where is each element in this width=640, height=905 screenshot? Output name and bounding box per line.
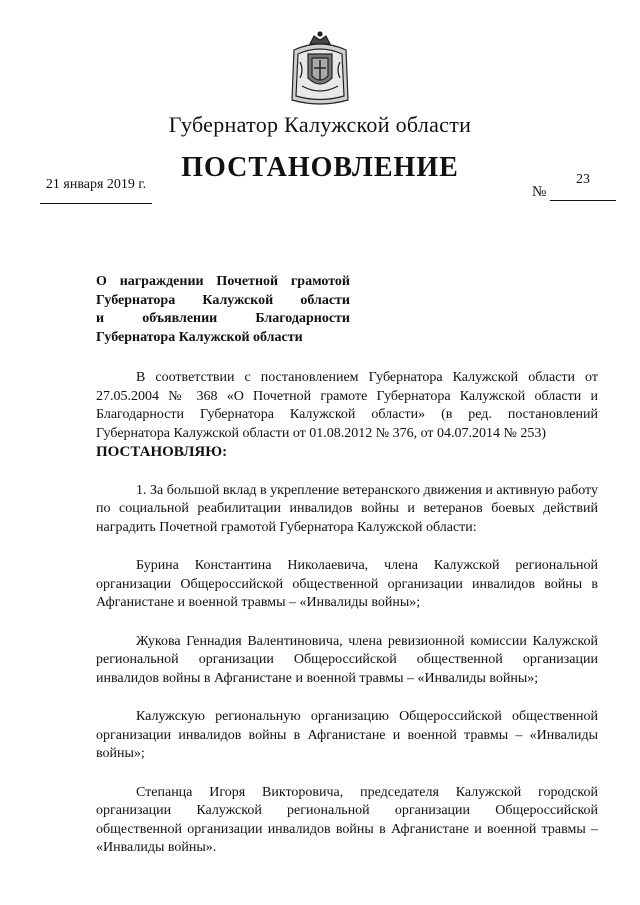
subject-line: Губернатора Калужской области: [96, 329, 303, 345]
subject-line: О награждении Почетной грамотой: [96, 274, 350, 289]
preamble-paragraph: В соответствии с постановлением Губернатора Калужской области от 27.05.2004 № 368 «О Почетной грамоте Губернатора Калужской области и Благодарности Губернатора Калужской области» (в ред. постановлений Губернатора Калужской области от 01.08.2012 № 376, от 04.07.2014 № 253): [96, 370, 598, 441]
document-date: 21 января 2019 г.: [40, 177, 152, 204]
subject-line: Губернатора Калужской области: [96, 292, 350, 308]
awardee-paragraph: Степанца Игоря Викторовича, председателя Калужской городской организации Калужской региональной организации Общероссийской общественной организации инвалидов войны в Афганистане и военной травмы – «Инвалиды войны».: [96, 784, 598, 855]
document-subject: [96, 273, 350, 347]
document-body: [96, 369, 598, 858]
issuer-title: Губернатор Калужской области: [168, 112, 472, 137]
subject-line: и объявлении Благодарности: [96, 311, 350, 326]
decree-word: ПОСТАНОВЛЯЮ:: [96, 444, 228, 460]
coat-of-arms-icon: [288, 30, 352, 108]
document-number-label: №: [532, 184, 547, 200]
awardee-paragraph: Калужскую региональную организацию Общероссийской общественной организации инвалидов войны в Афганистане и военной травмы – «Инвалиды войны»;: [96, 709, 598, 761]
awardee-paragraph: Бурина Константина Николаевича, члена Калужской региональной организации Общероссийской общественной организации инвалидов войны в Афганистане и военной травмы – «Инвалиды войны»;: [96, 558, 598, 610]
item-paragraph: 1. За большой вклад в укрепление ветеранского движения и активную работу по социальной реабилитации инвалидов войны и ветеранов боевых действий наградить Почетной грамотой Губернатора Калужской области:: [96, 482, 598, 535]
document-number: 23: [550, 172, 616, 201]
document-type-title: ПОСТАНОВЛЕНИЕ: [181, 152, 459, 183]
awardee-paragraph: Жукова Геннадия Валентиновича, члена ревизионной комиссии Калужской региональной организации Общероссийской общественной организации инвалидов войны в Афганистане и военной травмы – «Инвалиды войны»;: [96, 633, 598, 686]
